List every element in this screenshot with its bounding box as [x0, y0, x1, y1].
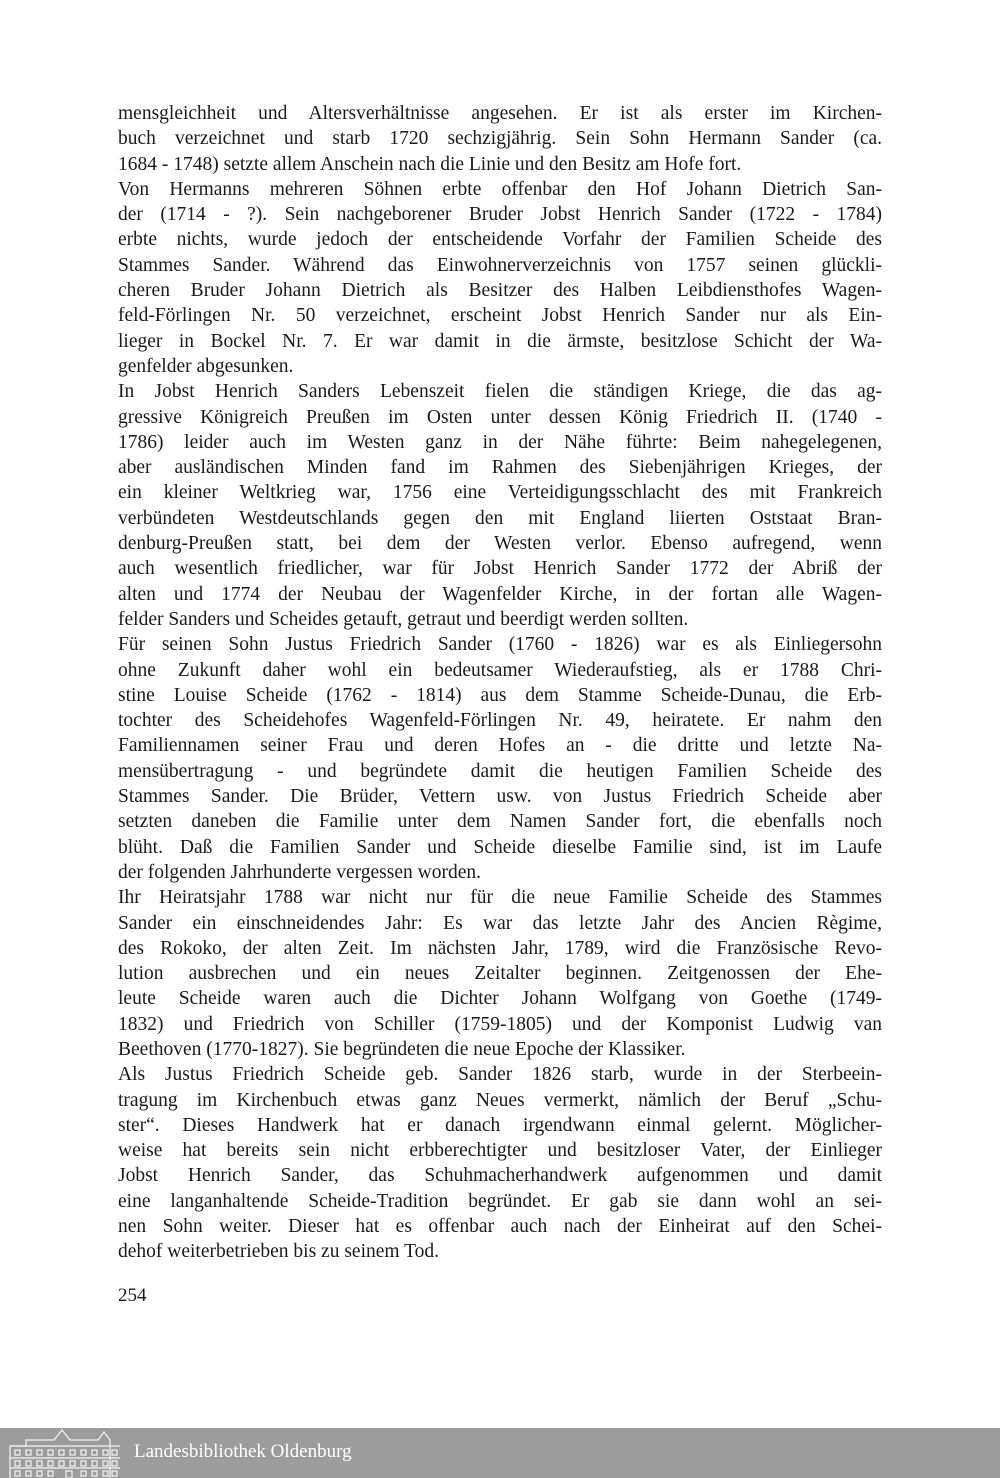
text-line: Sander ein einschneidendes Jahr: Es war das letzte Jahr des Ancien Règime, [118, 912, 882, 934]
text-line: 1786) leider auch im Westen ganz in der Nähe führte: Beim nahegelegenen, [118, 431, 882, 453]
text-line: auch wesentlich friedlicher, war für Jobst Henrich Sander 1772 der Abriß der [118, 558, 882, 580]
text-line: buch verzeichnet und starb 1720 sechzigjährig. Sein Sohn Hermann Sander (ca. [118, 128, 882, 150]
text-line: mensübertragung - und begründete damit die heutigen Familien Scheide des [118, 760, 882, 782]
text-line: alten und 1774 der Neubau der Wagenfelder Kirche, in der fortan alle Wagen- [118, 583, 882, 605]
text-line: ein kleiner Weltkrieg war, 1756 eine Verteidigungsschlacht des mit Frankreich [118, 482, 882, 504]
library-building-logo-icon [6, 1428, 124, 1478]
text-line: denburg-Preußen statt, bei dem der Westen verlor. Ebenso aufregend, wenn [118, 533, 882, 555]
text-line: leute Scheide waren auch die Dichter Johann Wolfgang von Goethe (1749- [118, 988, 882, 1010]
text-line: gressive Königreich Preußen im Osten unter dessen König Friedrich II. (1740 - [118, 406, 882, 428]
text-line: aber ausländischen Minden fand im Rahmen des Siebenjährigen Krieges, der [118, 457, 882, 479]
text-line: Jobst Henrich Sander, das Schuhmacherhandwerk aufgenommen und damit [118, 1165, 882, 1187]
text-line: der folgenden Jahrhunderte vergessen worden. [118, 861, 481, 883]
text-line: Familiennamen seiner Frau und deren Hofes an - die dritte und letzte Na- [118, 735, 882, 757]
text-line: stine Louise Scheide (1762 - 1814) aus dem Stamme Scheide-Dunau, die Erb- [118, 684, 882, 706]
text-line: mensgleichheit und Altersverhältnisse angesehen. Er ist als erster im Kirchen- [118, 103, 882, 124]
text-line: 1684 - 1748) setzte allem Anschein nach die Linie und den Besitz am Hofe fort. [118, 153, 742, 175]
text-line: Als Justus Friedrich Scheide geb. Sander 1826 starb, wurde in der Sterbeein- [118, 1064, 882, 1086]
text-line: 1832) und Friedrich von Schiller (1759-1805) und der Komponist Ludwig van [118, 1013, 882, 1035]
text-line: In Jobst Henrich Sanders Lebenszeit fielen die ständigen Kriege, die das ag- [118, 381, 882, 403]
text-line: der (1714 - ?). Sein nachgeborener Bruder Jobst Henrich Sander (1722 - 1784) [118, 204, 882, 226]
text-line: blüht. Daß die Familien Sander und Scheide dieselbe Familie sind, ist im Laufe [118, 836, 882, 858]
text-line: Beethoven (1770-1827). Sie begründeten die neue Epoche der Klassiker. [118, 1038, 686, 1060]
text-line: verbündeten Westdeutschlands gegen den mit England liierten Oststaat Bran- [118, 507, 882, 529]
text-line: ohne Zukunft daher wohl ein bedeutsamer Wiederaufstieg, als er 1788 Chri- [118, 659, 882, 681]
text-line: cheren Bruder Johann Dietrich als Besitzer des Halben Leibdiensthofes Wagen- [118, 280, 882, 302]
library-footer-bar [0, 1428, 1000, 1478]
text-line: lieger in Bockel Nr. 7. Er war damit in die ärmste, besitzlose Schicht der Wa- [118, 330, 882, 352]
text-line: erbte nichts, wurde jedoch der entscheidende Vorfahr der Familien Scheide des [118, 229, 882, 251]
page-number: 254 [118, 1285, 147, 1306]
text-line: felder Sanders und Scheides getauft, getraut und beerdigt werden sollten. [118, 608, 689, 630]
text-line: dehof weiterbetrieben bis zu seinem Tod. [118, 1241, 440, 1263]
text-line: tragung im Kirchenbuch etwas ganz Neues vermerkt, nämlich der Beruf „Schu- [118, 1089, 882, 1111]
text-line: genfelder abgesunken. [118, 355, 294, 377]
text-line: Stammes Sander. Während das Einwohnerverzeichnis von 1757 seinen glückli- [118, 254, 882, 276]
text-line: feld-Förlingen Nr. 50 verzeichnet, erscheint Jobst Henrich Sander nur als Ein- [118, 305, 882, 327]
text-line: weise hat bereits sein nicht erbberechtigter und besitzloser Vater, der Einlieger [118, 1140, 882, 1162]
text-line: lution ausbrechen und ein neues Zeitalter beginnen. Zeitgenossen der Ehe- [118, 963, 882, 985]
text-line: des Rokoko, der alten Zeit. Im nächsten Jahr, 1789, wird die Französische Revo- [118, 937, 882, 959]
text-line: ster“. Dieses Handwerk hat er danach irgendwann einmal gelernt. Möglicher- [118, 1114, 882, 1136]
text-line: eine langanhaltende Scheide-Tradition begründet. Er gab sie dann wohl an sei- [118, 1190, 882, 1212]
body-text [118, 101, 882, 1265]
text-line: Von Hermanns mehreren Söhnen erbte offenbar den Hof Johann Dietrich San- [118, 178, 882, 200]
text-line: Ihr Heiratsjahr 1788 war nicht nur für die neue Familie Scheide des Stammes [118, 887, 882, 909]
text-line: Stammes Sander. Die Brüder, Vettern usw. von Justus Friedrich Scheide aber [118, 786, 882, 808]
text-line: tochter des Scheidehofes Wagenfeld-Förlingen Nr. 49, heiratete. Er nahm den [118, 710, 882, 732]
library-name: Landesbibliothek Oldenburg [134, 1441, 352, 1462]
text-line: Für seinen Sohn Justus Friedrich Sander (1760 - 1826) war es als Einliegersohn [118, 634, 882, 656]
text-line: setzten daneben die Familie unter dem Namen Sander fort, die ebenfalls noch [118, 811, 882, 833]
text-line: nen Sohn weiter. Dieser hat es offenbar auch nach der Einheirat auf den Schei- [118, 1216, 882, 1238]
